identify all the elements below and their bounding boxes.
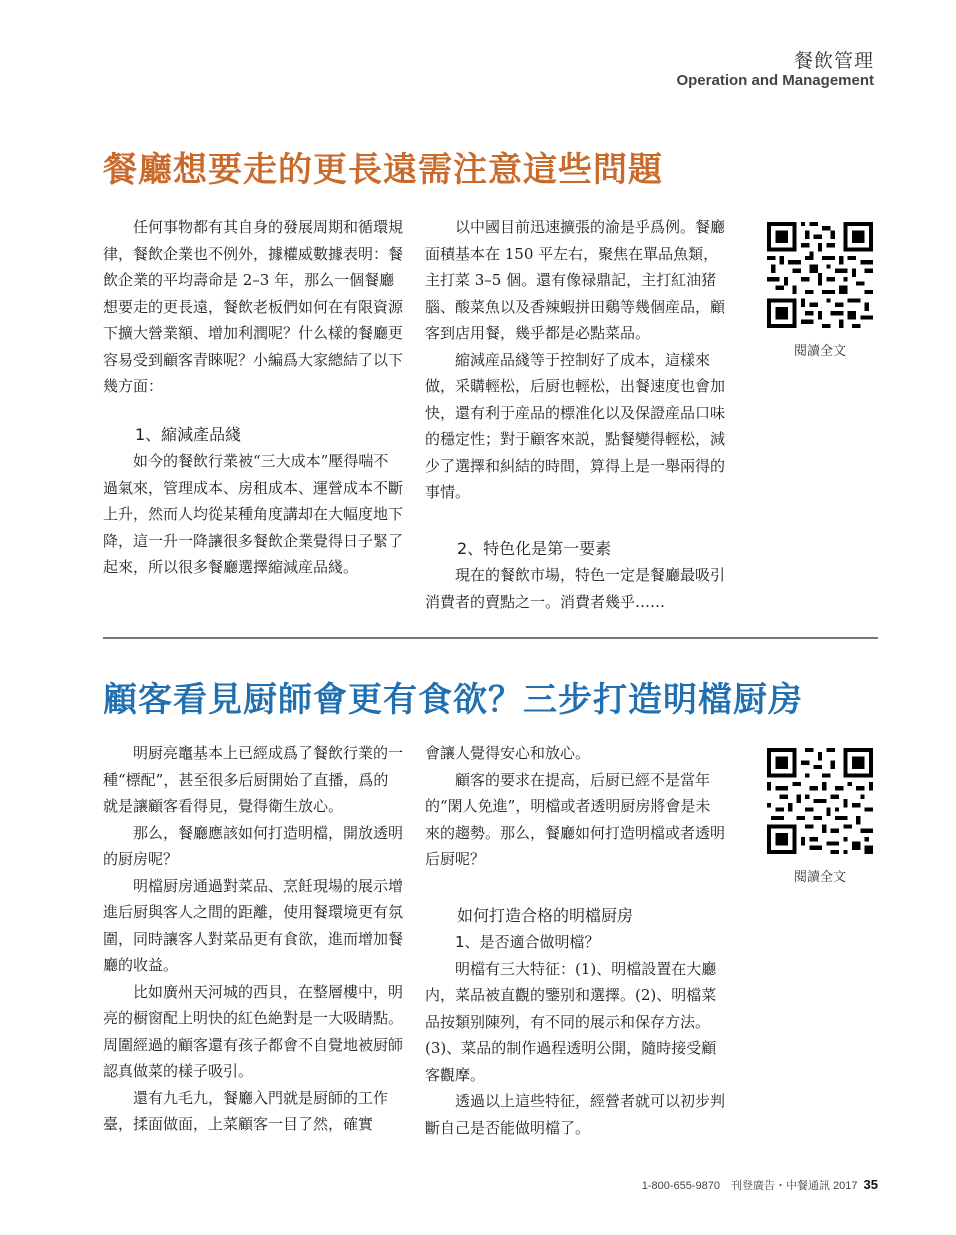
article2-paragraph: 比如廣州天河城的西貝，在整層樓中，明亮的橱窗配上明快的紅色絶對是一大吸睛點。周圍經過的顧客還有孩子都會不自覺地被厨師認真做菜的樣子吸引。 [103,982,404,1080]
article2-title[interactable]: 顧客看見厨師會更有食欲？三步打造明檔厨房 [103,680,803,720]
article1-title[interactable]: 餐廳想要走的更長遠需注意這些問題 [103,150,663,190]
page-number: 35 [863,1177,878,1192]
article2-paragraph: 明檔厨房通過對菜品、烹飪現場的展示增進后厨與客人之間的距離，使用餐環境更有氛圍，同時讓客人對菜品更有食欲，進而增加餐廳的收益。 [103,876,404,974]
article2-column-2 [425,740,725,1141]
article1-column-2 [425,214,725,615]
qr-code-article2[interactable] [767,748,873,854]
article1-subheading-2: 2、特色化是第一要素 [457,538,612,558]
article1-paragraph: 以中國目前迅速擴張的渝是乎爲例。餐廳面積基本在 150 平左右，聚焦在單品魚類，主打菜 3–5 個。還有像禄鼎記，主打紅油猪腦、酸菜魚以及香辣蝦拼田鷄等幾個産品，顧客到店用餐，幾乎都是必點菜品。 [425,218,726,342]
section-title-cn: 餐飲管理 [793,50,874,72]
article2-paragraph: 會讓人覺得安心和放心。 [425,744,591,762]
article1-paragraph: 如今的餐飲行業被“三大成本”壓得喘不過氣來，管理成本、房租成本、運營成本不斷上升，然而人均從某種角度講却在大幅度地下降，這一升一降讓很多餐飲企業覺得日子緊了起來，所以很多餐廳選擇縮減産品綫。 [103,452,404,576]
qr-code-article1[interactable] [767,222,873,328]
article2-column-1 [103,740,403,1138]
read-more-label-1[interactable]: 閱讀全文 [793,344,846,359]
article1-paragraph: 縮減産品綫等于控制好了成本，這樣來做，采購輕松，后厨也輕松，出餐速度也會加快，還有利于産品的標准化以及保證産品口味的穩定性；對于顧客來説，點餐變得輕松，減少了選擇和糾結的時間，算得上是一舉兩得的事情。 [425,350,726,501]
footer-text: 1-800-655-9870 刊登廣告・中餐通訊 2017 [641,1180,858,1192]
article1-paragraph: 任何事物都有其自身的發展周期和循環規律，餐飲企業也不例外，據權威數據表明：餐飲企業的平均壽命是 2–3 年，那么一個餐廳想要走的更長遠，餐飲老板們如何在有限資源下擴大營業額、增加利潤呢？什么樣的餐廳更容易受到顧客青睞呢？小編爲大家總結了以下幾方面： [103,218,404,395]
article1-subheading-1: 1、縮減產品綫 [135,424,242,444]
read-more-label-2[interactable]: 閱讀全文 [793,870,846,885]
article2-paragraph: 明檔有三大特征：(1)、明檔設置在大廳内，菜品被直觀的鑒别和選擇。(2)、明檔菜品按類别陳列，有不同的展示和保存方法。(3)、菜品的制作過程透明公開，隨時接受顧客觀摩。 [425,959,717,1084]
article2-subheading-1: 如何打造合格的明檔厨房 [457,905,634,925]
article1-column-1 [103,214,403,581]
page-footer [642,1177,878,1193]
article2-paragraph: 明厨亮竈基本上已經成爲了餐飲行業的一種“標配”，甚至很多后厨開始了直播，爲的就是讓顧客看得見，覺得衛生放心。 [103,744,404,815]
section-divider [103,637,878,639]
article2-paragraph: 顧客的要求在提高，后厨已經不是當年的“閑人免進”，明檔或者透明厨房將會是未來的趨勢。那么，餐廳如何打造明檔或者透明后厨呢？ [425,770,726,868]
article2-paragraph: 那么，餐廳應該如何打造明檔，開放透明的厨房呢？ [103,823,404,868]
article2-paragraph: 還有九毛九，餐廳入門就是厨師的工作臺，揉面做面，上菜顧客一目了然，確實 [103,1088,389,1133]
article2-subheading-2: 1、是否適合做明檔？ [455,933,600,951]
section-title-en: Operation and Management [676,72,874,89]
article1-paragraph: 現在的餐飲市場，特色一定是餐廳最吸引消費者的賣點之一。消費者幾乎…… [425,566,726,611]
article2-paragraph: 透過以上這些特征，經營者就可以初步判斷自己是否能做明檔了。 [425,1092,726,1137]
